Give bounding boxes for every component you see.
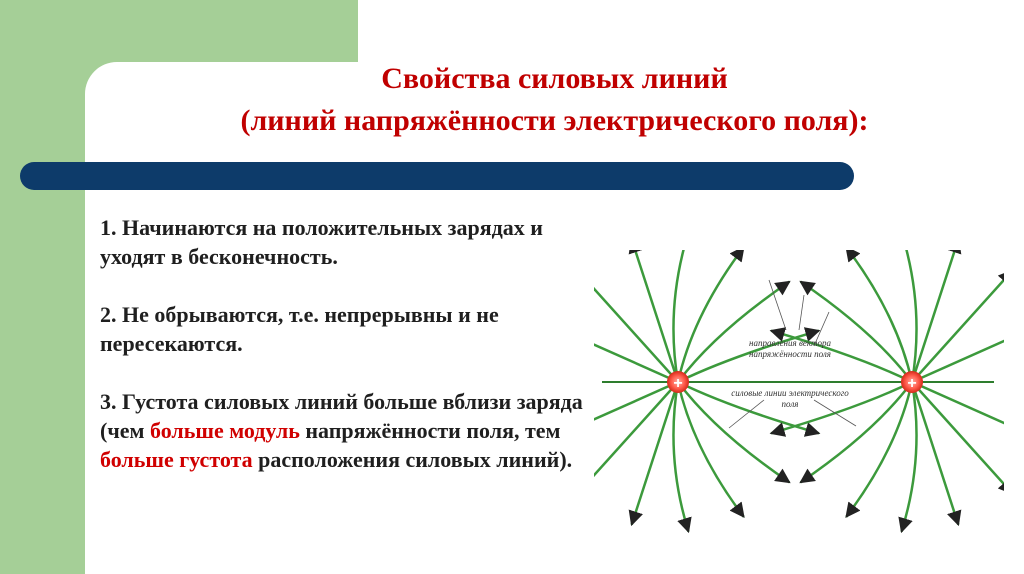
field-line [673,250,688,382]
field-line [912,271,1004,382]
field-line [912,382,958,525]
property-3-text-b: напряжённости поля, тем [299,418,561,443]
field-line [912,382,1004,493]
property-3-highlight-2: больше густота [100,447,253,472]
field-line [594,321,678,382]
charge-left-plus: + [673,375,683,392]
label-vector-line1: направления вектора [749,338,831,348]
field-line [594,271,678,382]
property-3-highlight-1: больше модуль [149,418,300,443]
field-line [902,250,917,382]
field-line [632,382,678,525]
field-line [594,382,678,443]
property-3 [100,387,590,474]
charge-right [901,371,923,393]
field-line [594,382,678,493]
property-1: 1. Начинаются на положительных зарядах и уходят в бесконечность. [100,215,543,269]
title-divider-bar [20,162,854,190]
charge-left [667,371,689,393]
charge-right-plus: + [907,375,917,392]
property-3-text-a: 3. Густота силовых линий больше вблизи заряда (чем [100,389,583,443]
label-vector-line2: напряжённости поля [749,349,831,359]
field-line [902,382,917,532]
field-line [673,382,688,532]
property-3-text-c: расположения силовых линий). [252,447,573,472]
field-line [846,382,912,517]
field-line [632,250,678,382]
field-line [678,250,744,382]
title-line-1: Свойства силовых линий [381,62,728,95]
property-2: 2. Не обрываются, т.е. непрерывны и не пересекаются. [100,302,499,356]
title-line-2: (линий напряжённости электрического поля): [240,104,869,137]
slide-title [85,58,1024,142]
field-lines-diagram [594,250,1004,540]
label-lines-line1: силовые линии электрического [731,388,849,398]
label-lines-line2: поля [781,399,799,409]
field-line [912,250,958,382]
properties-list [100,213,590,503]
field-line [846,250,912,382]
field-line [678,382,744,517]
